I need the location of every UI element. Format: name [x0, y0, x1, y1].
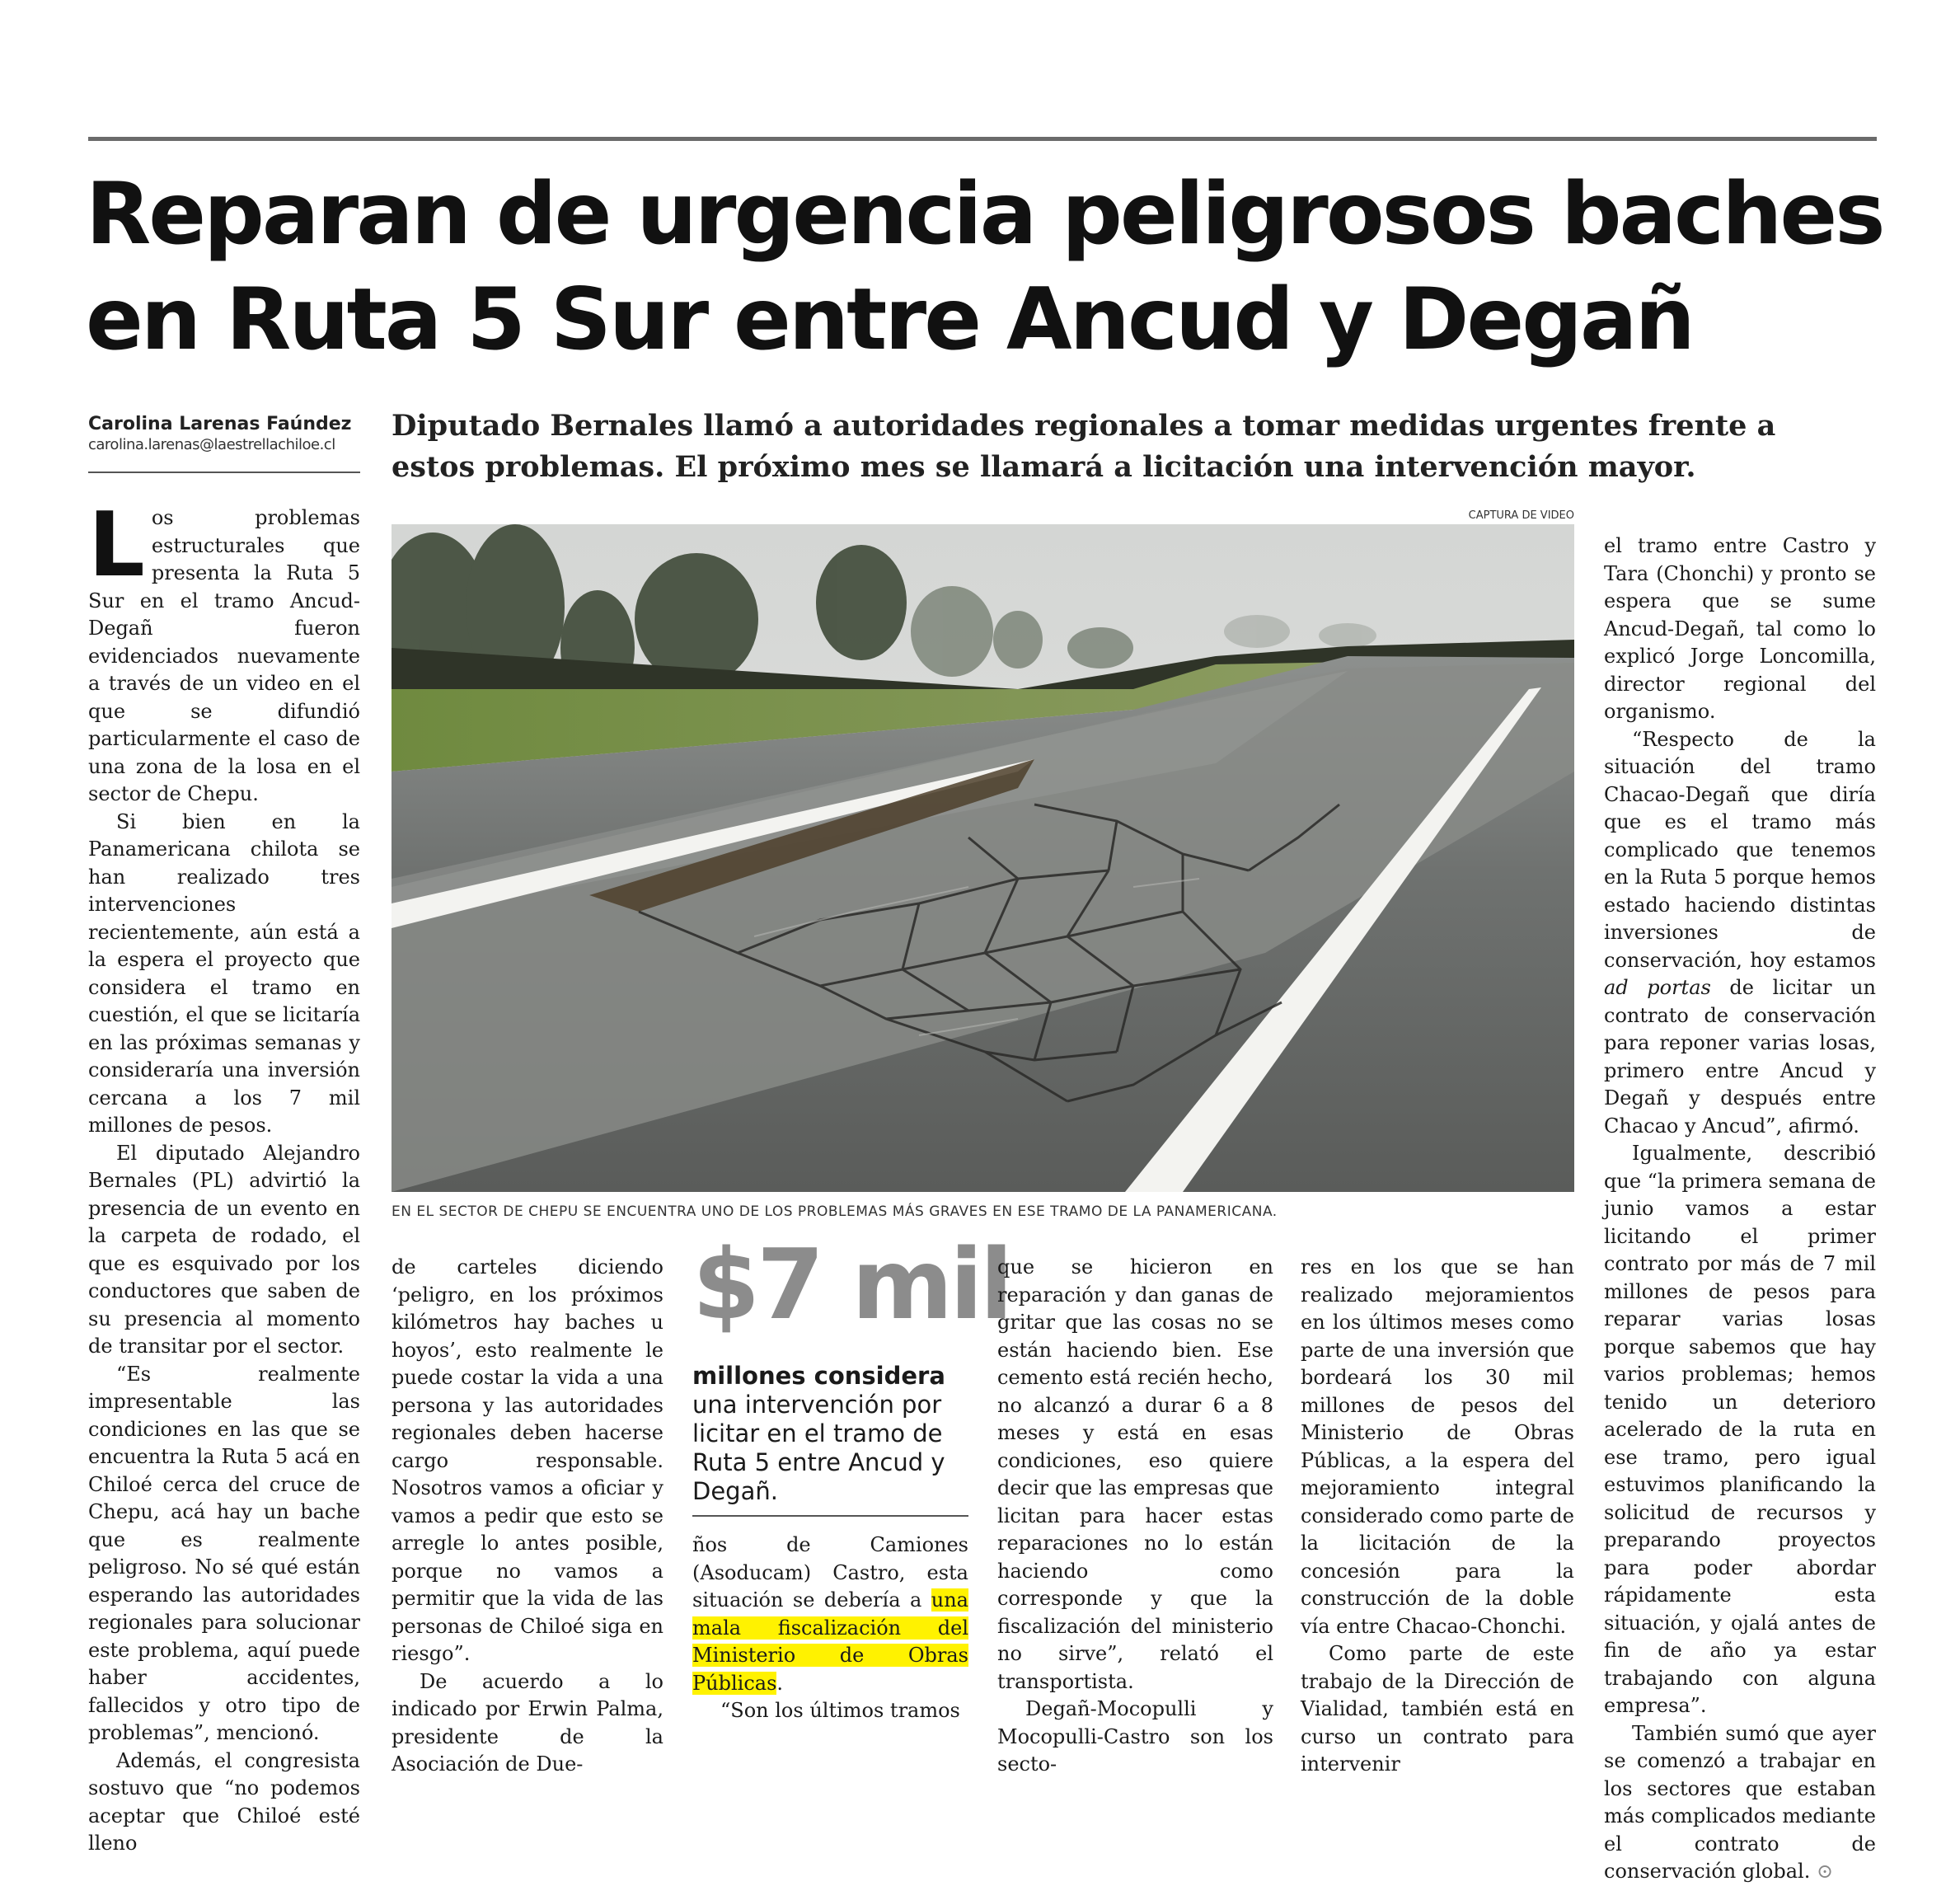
article-column-1: [88, 494, 360, 1858]
paragraph-text: ños de Camiones (Asoducam) Castro, esta situación se debería a: [692, 1533, 968, 1612]
photo-credit: CAPTURA DE VIDEO: [1468, 509, 1574, 522]
paragraph: “Es realmente impresentable las condiciones en las que se encuentra la Ruta 5 acá en Chiloé cerca del cruce de Chepu, acá hay un bache que es realmente peligroso. No sé qué están esperando las autoridades regionales para solucionar este problema, aquí puede haber accidentes, fallecidos y otro tipo de problemas”, mencionó.: [88, 1362, 360, 1744]
paragraph: [1604, 726, 1876, 1141]
article-column-3: [692, 1532, 968, 1725]
paragraph: de carteles diciendo ‘peligro, en los próximos kilómetros hay baches u hoyos’, esto realmente le puede costar la vida a una persona y las autoridades regionales deben hacerse cargo responsable. Nosotros vamos a oficiar y vamos a pedir que esto se arregle lo antes posible, porque no vamos a permitir que la vida de las personas de Chiloé siga en riesgo”.: [392, 1255, 663, 1665]
paragraph: el tramo entre Castro y Tara (Chonchi) y pronto se espera que se sume Ancud-Degañ, tal como lo explicó Jorge Loncomilla, director regional del organismo.: [1604, 534, 1876, 723]
paragraph: res en los que se han realizado mejoramientos en los últimos meses como parte de una inversión que bordeará los 30 mil millones de pesos del Ministerio de Obras Públicas, a la espera del mejoramiento integral considerado como parte de la licitación de la concesión para la construcción de la doble vía entre Chacao-Chonchi.: [1301, 1255, 1574, 1638]
paragraph: Además, el congresista sostuvo que “no podemos aceptar que Chiloé esté lleno: [88, 1748, 360, 1855]
paragraph: Igualmente, describió que “la primera semana de junio vamos a estar licitando el primer contrato por más de 7 mil millones de pesos para reparar varias losas porque sabemos que hay varios problemas; hemos tenido un deterioro acelerado de la ruta en ese tramo, pero igual estuvimos planificando la solicitud de recursos y preparando proyectos para poder abordar rápidamente esta situación, y ojalá antes de fin de año ya estar trabajando con alguna empresa”.: [1604, 1142, 1876, 1717]
photo-caption: EN EL SECTOR DE CHEPU SE ENCUENTRA UNO DE LOS PROBLEMAS MÁS GRAVES EN ESE TRAMO DE LA PANAMERICANA.: [392, 1203, 1278, 1220]
paragraph: [88, 494, 360, 809]
italic-text: ad portas: [1604, 976, 1711, 999]
subhead: Diputado Bernales llamó a autoridades regionales a tomar medidas urgentes frente a estos problemas. El próximo mes se llamará a licitación una intervención mayor.: [392, 409, 1776, 484]
end-mark-icon: ⊙: [1816, 1860, 1834, 1883]
road-photo: [392, 524, 1574, 1192]
paragraph-text: .: [776, 1671, 784, 1695]
byline-rule: [88, 472, 360, 473]
article-column-2: [392, 1254, 663, 1779]
paragraph-text: “Respecto de la situación del tramo Chacao-Degañ que diría que es el tramo más complicado que tenemos en la Ruta 5 porque hemos estado haciendo distintas inversiones de conservación, hoy estamos: [1604, 727, 1876, 972]
top-rule: [88, 137, 1877, 141]
pull-quote-text: una intervención por licitar en el tramo de Ruta 5 entre Ancud y Degañ.: [692, 1391, 945, 1505]
pull-quote-figure: $7 mil: [692, 1227, 1010, 1341]
paragraph: Si bien en la Panamericana chilota se han realizado tres intervenciones recientemente, aún está a la espera el proyecto que considera el tramo en cuestión, el que se licitaría en las próximas semanas y consideraría una inversión cercana a los 7 mil millones de pesos.: [88, 809, 360, 1137]
paragraph-text: de licitar un contrato de conservación para reponer varias losas, primero entre Ancud y Degañ y después entre Chacao y Ancud”, afirmó.: [1604, 976, 1876, 1138]
headline: Reparan de urgencia peligrosos baches en Ruta 5 Sur entre Ancud y Degañ: [86, 165, 1883, 369]
article-column-6: [1604, 532, 1876, 1886]
pull-quote-bold: millones considera: [692, 1362, 945, 1390]
paragraph: [1604, 1720, 1876, 1886]
article-column-5: [1301, 1254, 1574, 1779]
paragraph: El diputado Alejandro Bernales (PL) advirtió la presencia de un evento en la carpeta de rodado, el que es esquivado por los conductores que saben de su presencia al momento de transitar por el sector.: [88, 1141, 360, 1358]
paragraph: Degañ-Mocopulli y Mocopulli-Castro son los secto-: [997, 1697, 1273, 1776]
paragraph: “Son los últimos tramos: [720, 1699, 960, 1722]
byline: [88, 414, 360, 455]
author-email[interactable]: carolina.larenas@laestrellachiloe.cl: [88, 436, 335, 453]
pull-quote: [692, 1362, 968, 1506]
paragraph-text: os problemas estructurales que presenta la Ruta 5 Sur en el tramo Ancud-Degañ fueron evidenciados nuevamente a través de un video en el que se difundió particularmente el caso de una zona de la losa en el sector de Chepu.: [88, 506, 360, 805]
highlighted-text: una mala fiscalización del Ministerio de Obras Públicas: [692, 1588, 968, 1695]
drop-cap: L: [88, 494, 145, 597]
paragraph-text: También sumó que ayer se comenzó a trabajar en los sectores que estaban más complicados mediante el contrato de conservación global.: [1604, 1721, 1876, 1883]
paragraph: De acuerdo a lo indicado por Erwin Palma, presidente de la Asociación de Due-: [392, 1669, 663, 1776]
paragraph: que se hicieron en reparación y dan ganas de gritar que las cosas no se están haciendo bien. Ese cemento está recién hecho, no alcanzó a durar 6 a 8 meses y está en esas condiciones, eso quiere decir que las empresas que licitan para hacer estas reparaciones no lo están haciendo como corresponde y que la fiscalización del ministerio no sirve”, relató el transportista.: [997, 1255, 1273, 1693]
paragraph: [692, 1532, 968, 1697]
paragraph: Como parte de este trabajo de la Dirección de Vialidad, también está en curso un contrato para intervenir: [1301, 1642, 1574, 1776]
pull-quote-rule: [692, 1515, 968, 1517]
article-column-4: [997, 1254, 1273, 1779]
author-name: Carolina Larenas Faúndez: [88, 414, 352, 434]
